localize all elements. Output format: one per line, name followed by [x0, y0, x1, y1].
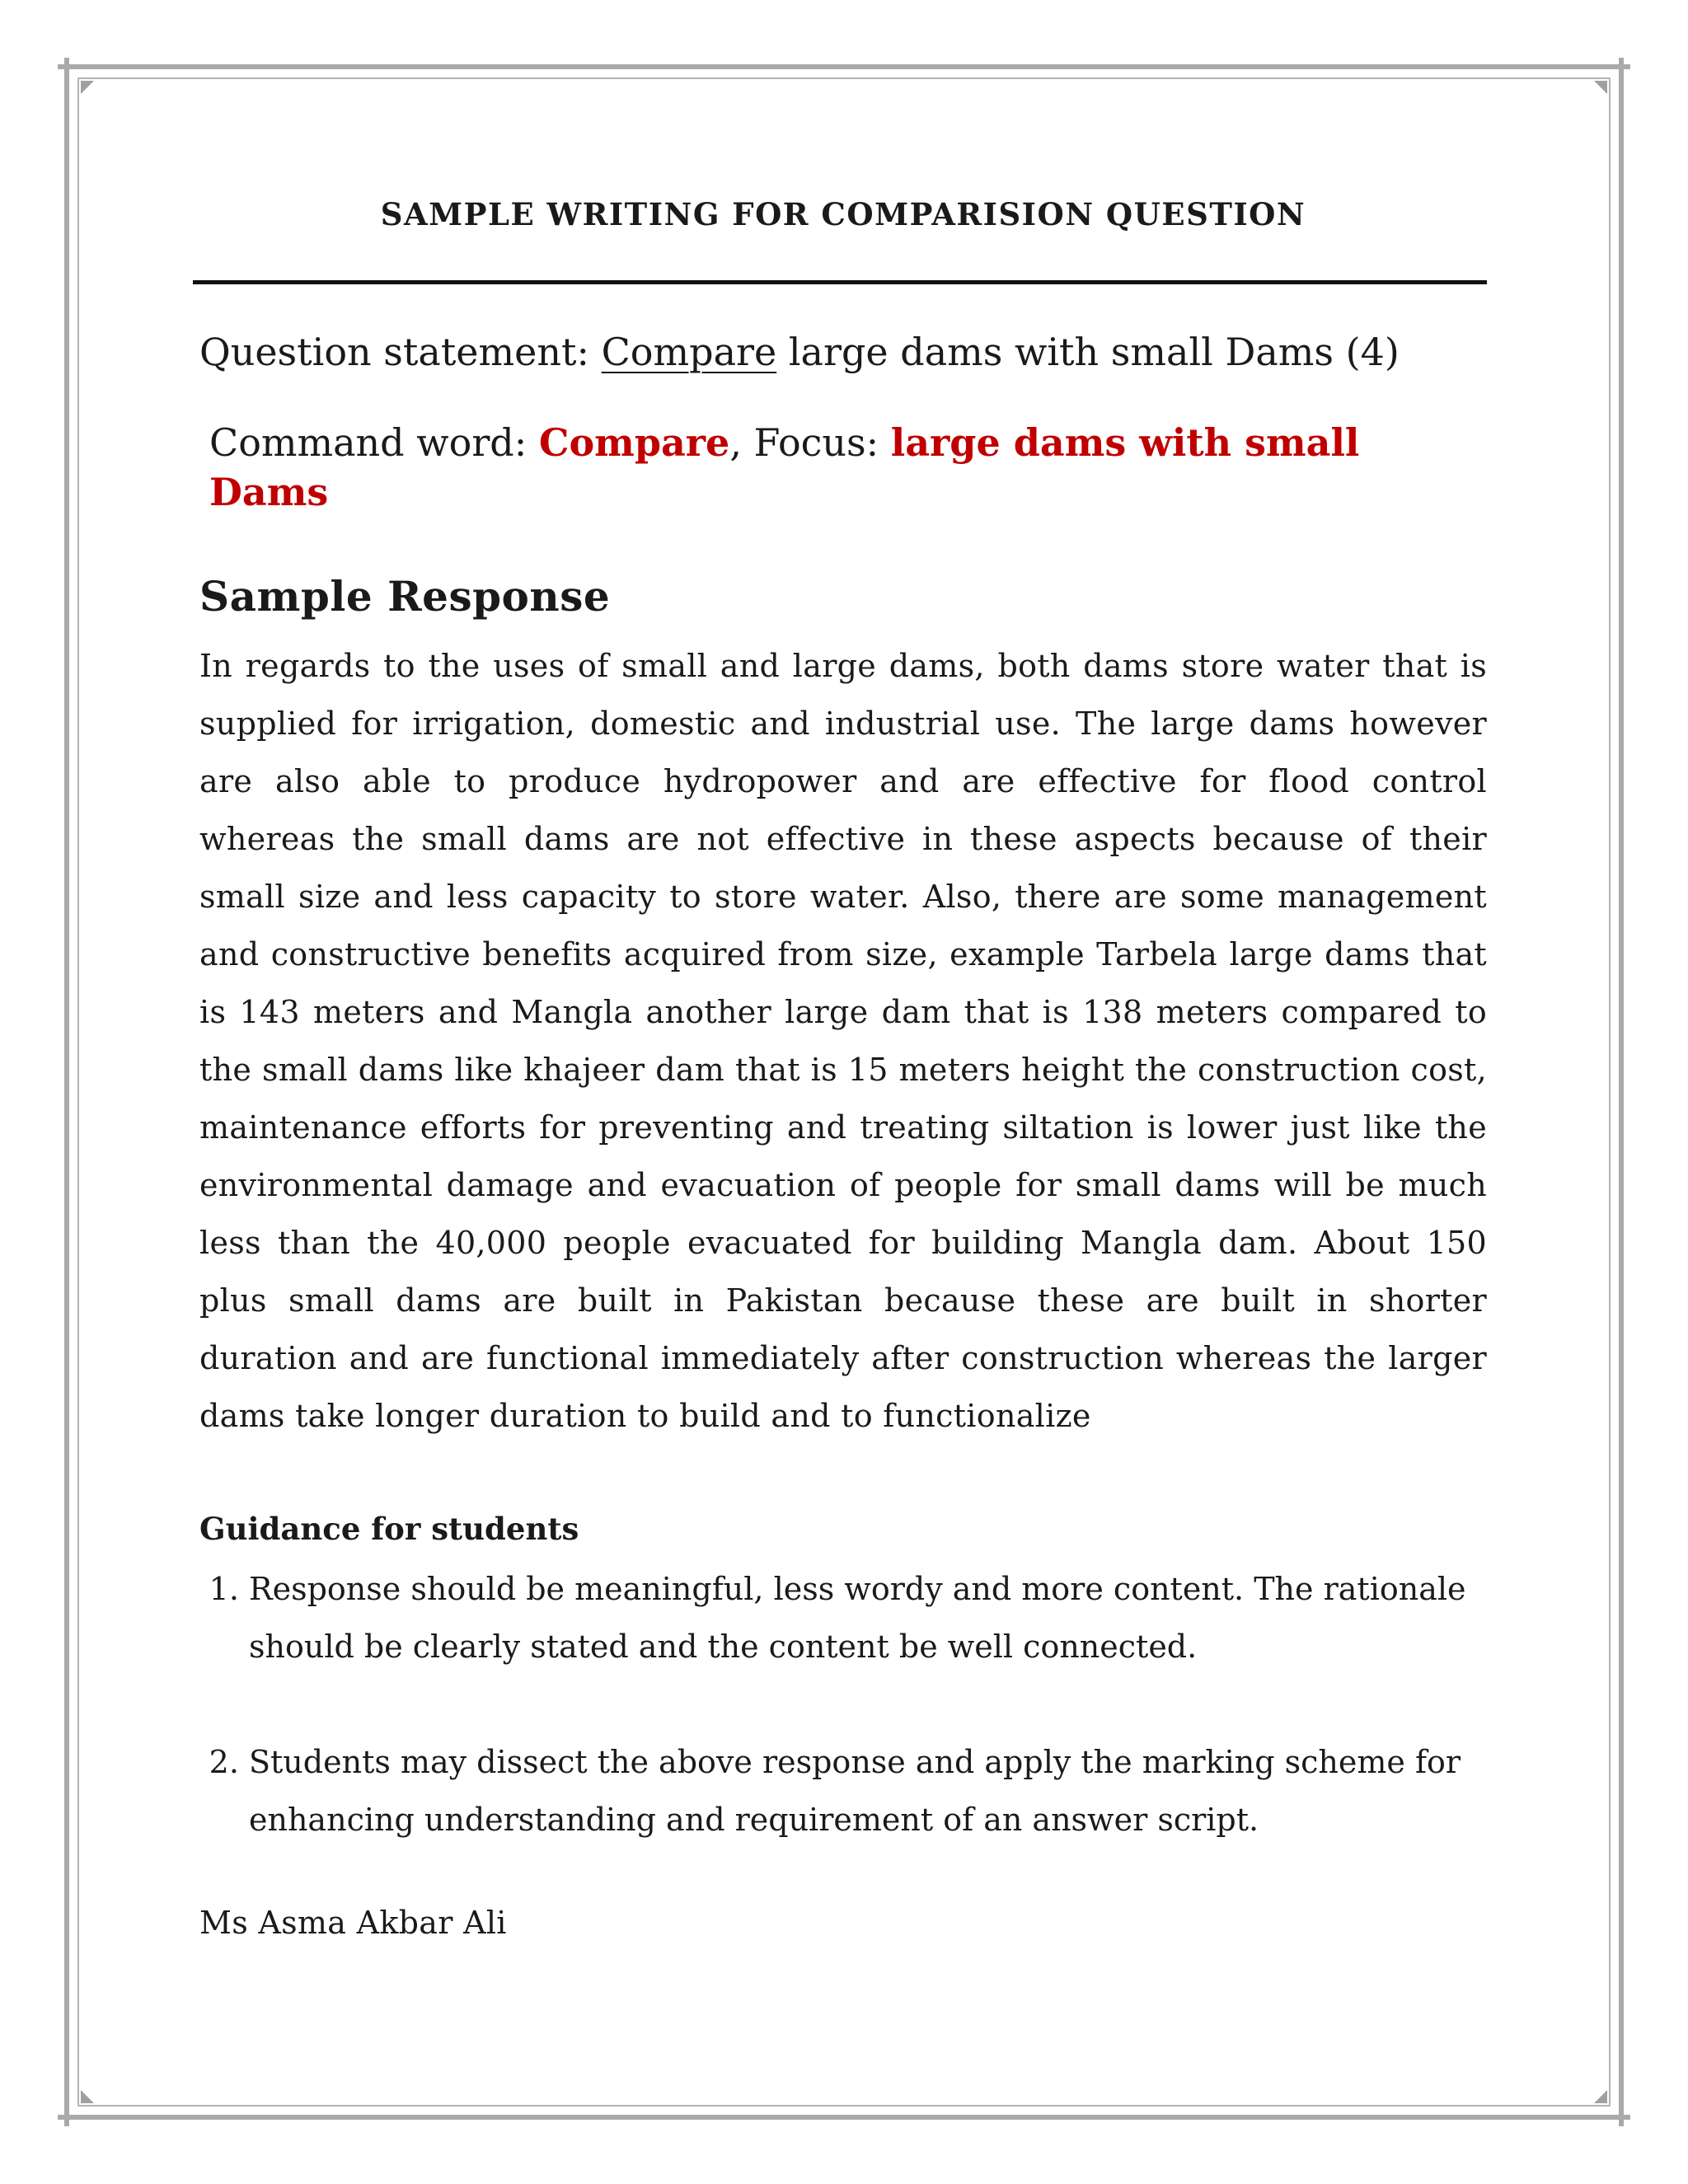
guidance-item: 2. Students may dissect the above response and apply the marking scheme for enhancing understanding and requirement of an answer script.	[249, 1733, 1487, 1849]
corner-ornament-icon	[1594, 81, 1607, 94]
corner-ornament-icon	[81, 2090, 94, 2103]
question-keyword: Compare	[601, 330, 777, 374]
border-tick	[64, 2111, 69, 2126]
question-rest: large dams with small Dams (4)	[776, 330, 1400, 374]
corner-ornament-icon	[1594, 2090, 1607, 2103]
border-tick	[1619, 2111, 1624, 2126]
command-line	[199, 418, 1487, 517]
command-word: Compare	[538, 420, 730, 465]
guidance-heading: Guidance for students	[199, 1511, 579, 1547]
focus-label: , Focus:	[729, 420, 891, 465]
title-divider	[193, 280, 1487, 284]
question-label: Question statement:	[199, 330, 602, 374]
focus-text: large dams with small Dams	[209, 420, 1360, 514]
sample-response-heading: Sample Response	[199, 572, 611, 621]
sample-response-text: In regards to the uses of small and large dams, both dams store water that is supplied for irrigation, domestic and industrial use. The large dams however are also able to produce hydropower and are effective for flood control whereas the small dams are not effective in these aspects because of their small size and less capacity to store water. Also, there are some management and constructive benefits acquired from size, example Tarbela large dams that is 143 meters and Mangla another large dam that is 138 meters compared to the small dams like khajeer dam that is 15 meters height the construction cost, maintenance efforts for preventing and treating siltation is lower just like the environmental damage and evacuation of people for small dams will be much less than the 40,000 people evacuated for building Mangla dam. About 150 plus small dams are built in Pakistan because these are built in shorter duration and are functional immediately after construction whereas the larger dams take longer duration to build and to functionalize	[199, 648, 1487, 1434]
border-tick	[1619, 58, 1624, 73]
command-label: Command word:	[209, 420, 539, 465]
document-body	[199, 190, 1487, 1947]
border-tick	[64, 58, 69, 73]
document-title: SAMPLE WRITING FOR COMPARISION QUESTION	[380, 196, 1306, 232]
author-name: Ms Asma Akbar Ali	[199, 1905, 507, 1941]
question-statement	[199, 327, 1487, 377]
corner-ornament-icon	[81, 81, 94, 94]
guidance-item: 1. Response should be meaningful, less wordy and more content. The rationale should be clearly stated and the content be well connected.	[249, 1560, 1487, 1675]
guidance-list	[199, 1560, 1487, 1849]
